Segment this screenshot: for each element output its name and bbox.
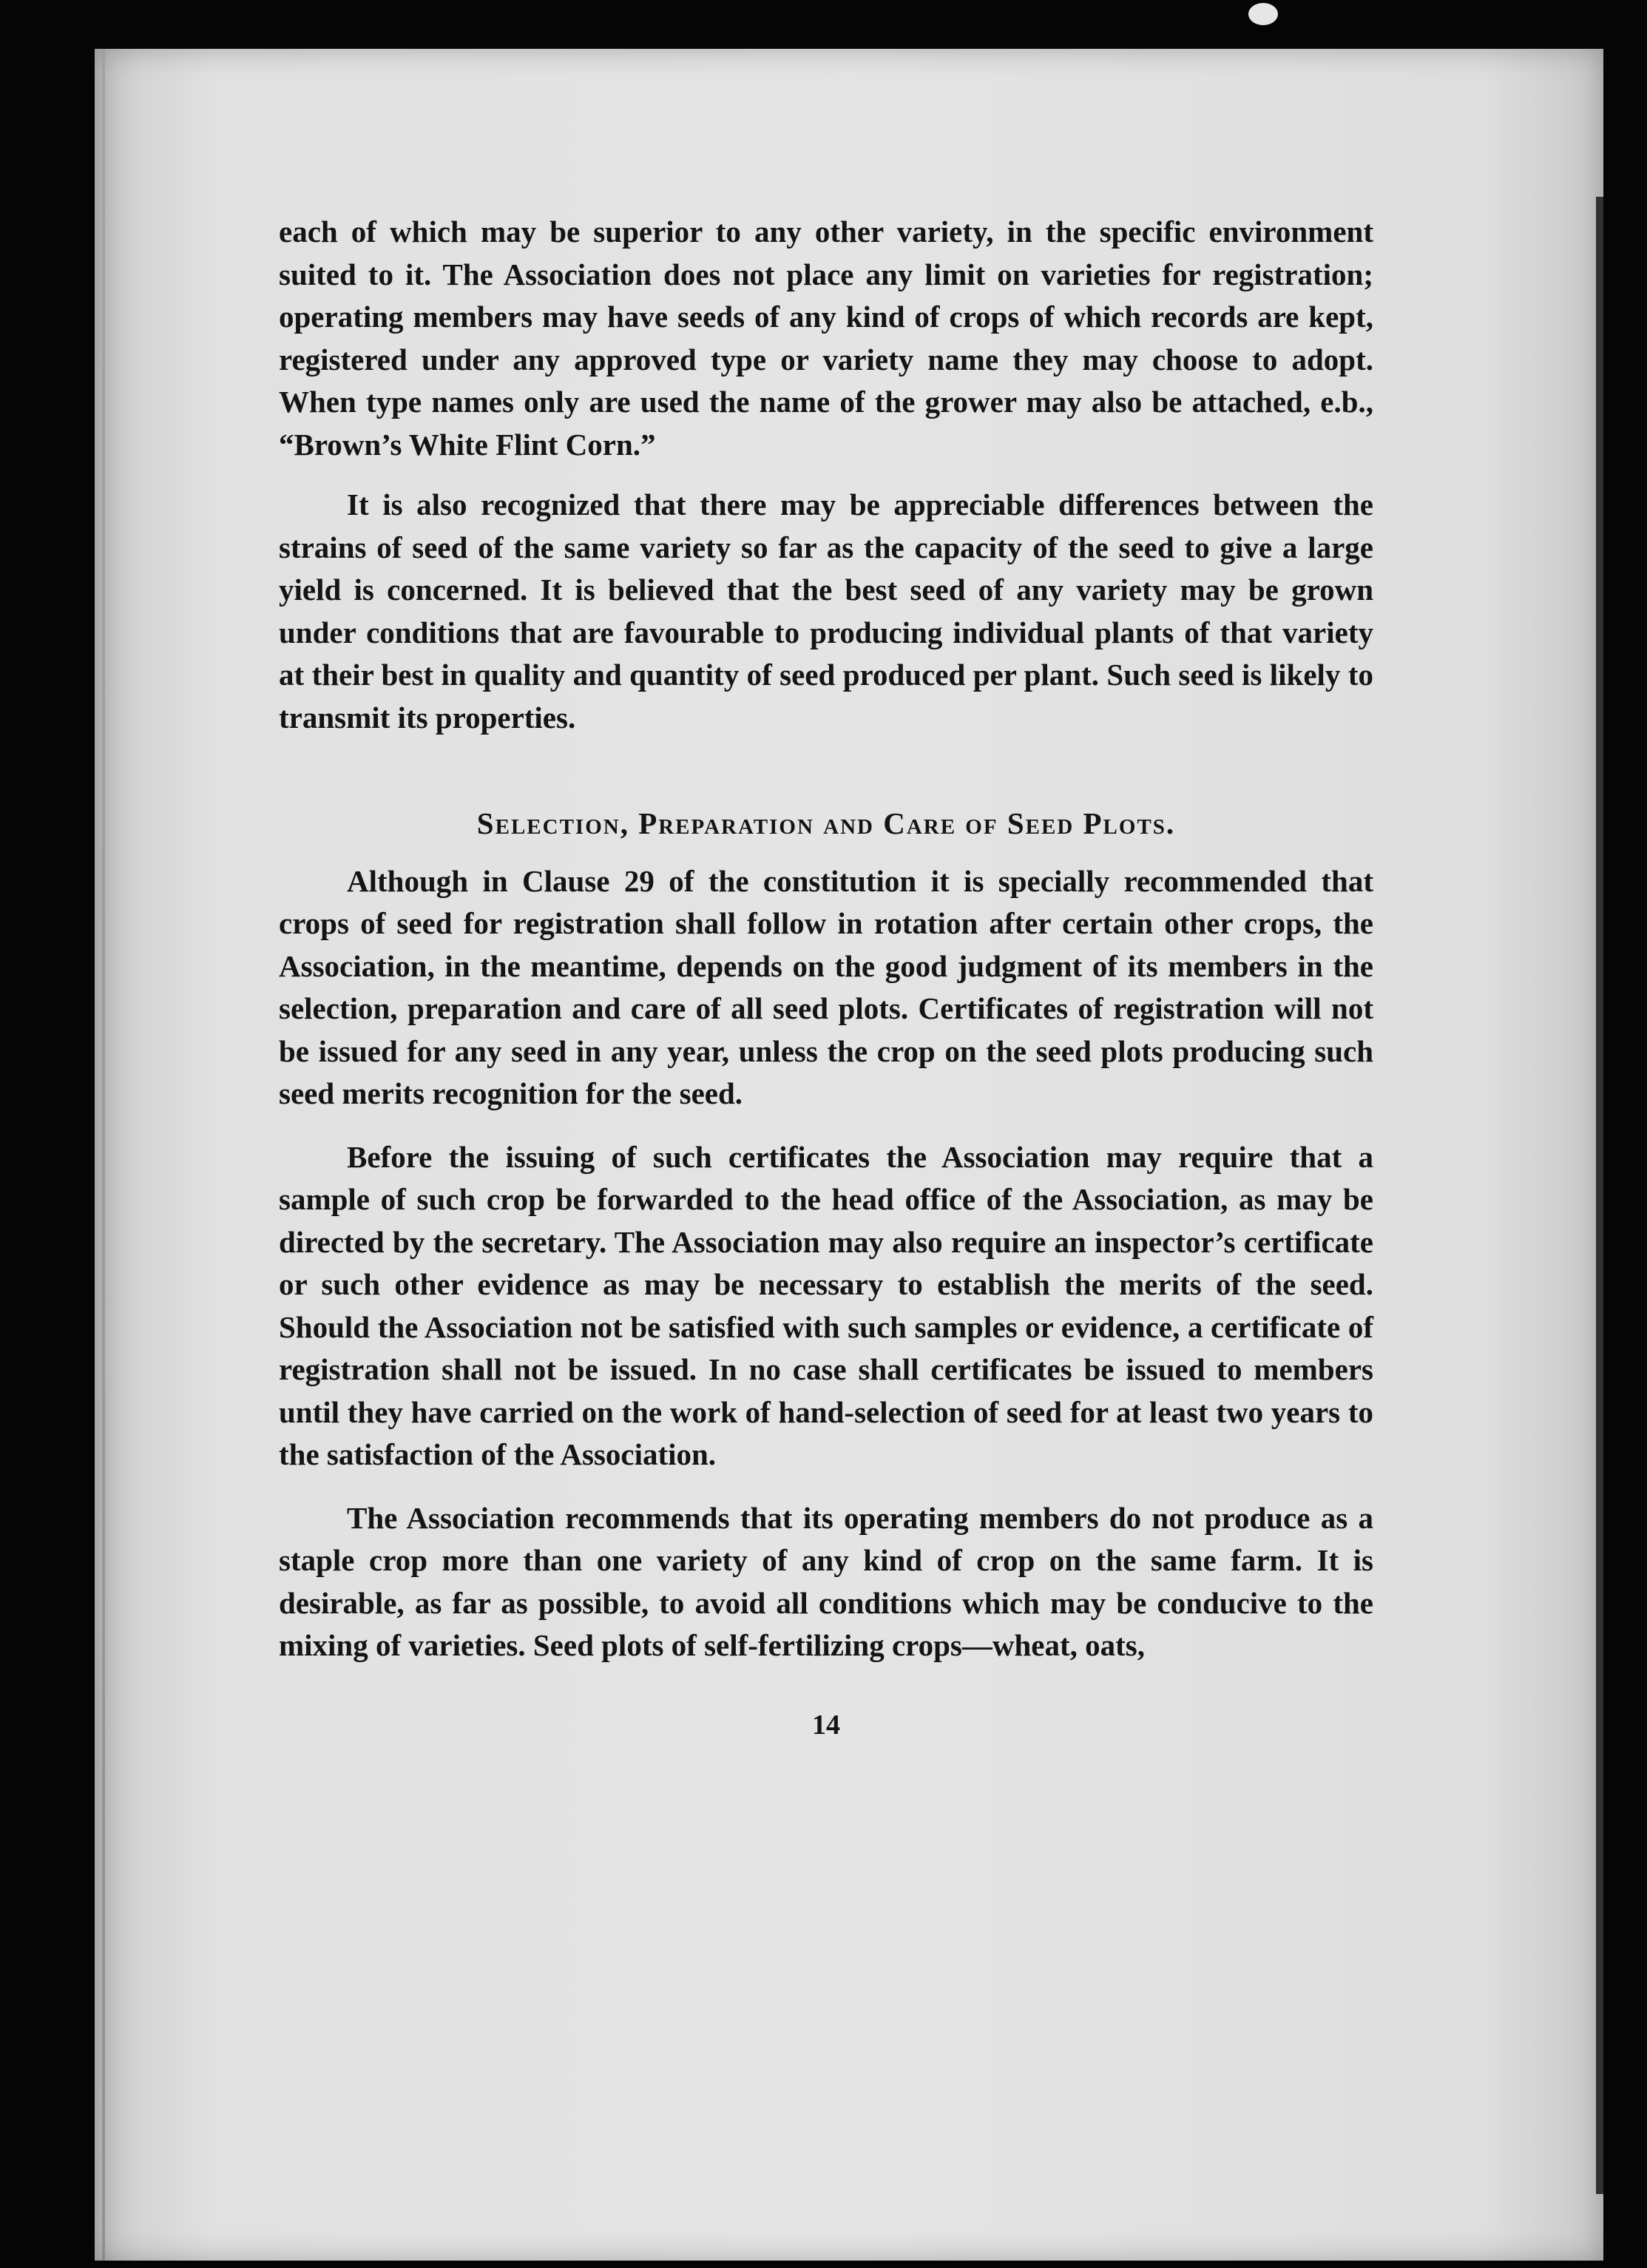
scan-artifact xyxy=(1248,3,1278,25)
paragraph-recommendation: The Association recommends that its operating members do not produce as a staple crop more than one variety of any kind of crop on the same farm. It is desirable, as far as possible, to avoid all conditions which may be conducive to the mixing of varieties. Seed plots of self-fertilizing crops—wheat, oats, xyxy=(279,1500,1373,1662)
paragraph-clause-29: Although in Clause 29 of the constitution it is specially recommended that crops of seed for registration shall follow in rotation after certain other crops, the Association, in the meantime, depends on the good judgment of its members in the selection, preparation and care of all seed plots. Certificates of registration will not be issued for any seed in any year, unless the crop on the seed plots producing such seed merits recognition for the seed. xyxy=(279,863,1373,1110)
section-heading: Selection, Preparation and Care of Seed Plots. xyxy=(476,806,1176,840)
page-body xyxy=(279,211,1373,1746)
page-number: 14 xyxy=(812,1709,840,1741)
page-binding-shadow xyxy=(102,49,105,2261)
paragraph-continuation: each of which may be superior to any other variety, in the specific environment suited to it. The Association does not place any limit on varieties for registration; operating members may have seeds of any kind of crops of which records are kept, registered under any approved type or variety name they may choose to adopt. When type names only are used the name of the grower may also be attached, e.b., “Brown’s White Flint Corn.” xyxy=(279,215,1373,462)
paragraph-certificates: Before the issuing of such certificates the Association may require that a sample of such crop be forwarded to the head office of the Association, as may be directed by the secretary. The Association may also require an inspector’s certificate or such other evidence as may be necessary to establish the merits of the seed. Should the Association not be satisfied with such samples or evidence, a certificate of registration shall not be issued. In no case shall certificates be issued to members until they have carried on the work of hand-selection of seed for at least two years to the satisfaction of the Association. xyxy=(279,1139,1373,1471)
paragraph-strains: It is also recognized that there may be appreciable differences between the strains of seed of the same variety so far as the capacity of the seed to give a large yield is concerned. It is believed that the best seed of any variety may be grown under conditions that are favourable to producing individual plants of that variety at their best in quality and quantity of seed produced per plant. Such seed is likely to transmit its properties. xyxy=(279,487,1373,735)
page-edge-shadow xyxy=(1596,197,1603,2194)
